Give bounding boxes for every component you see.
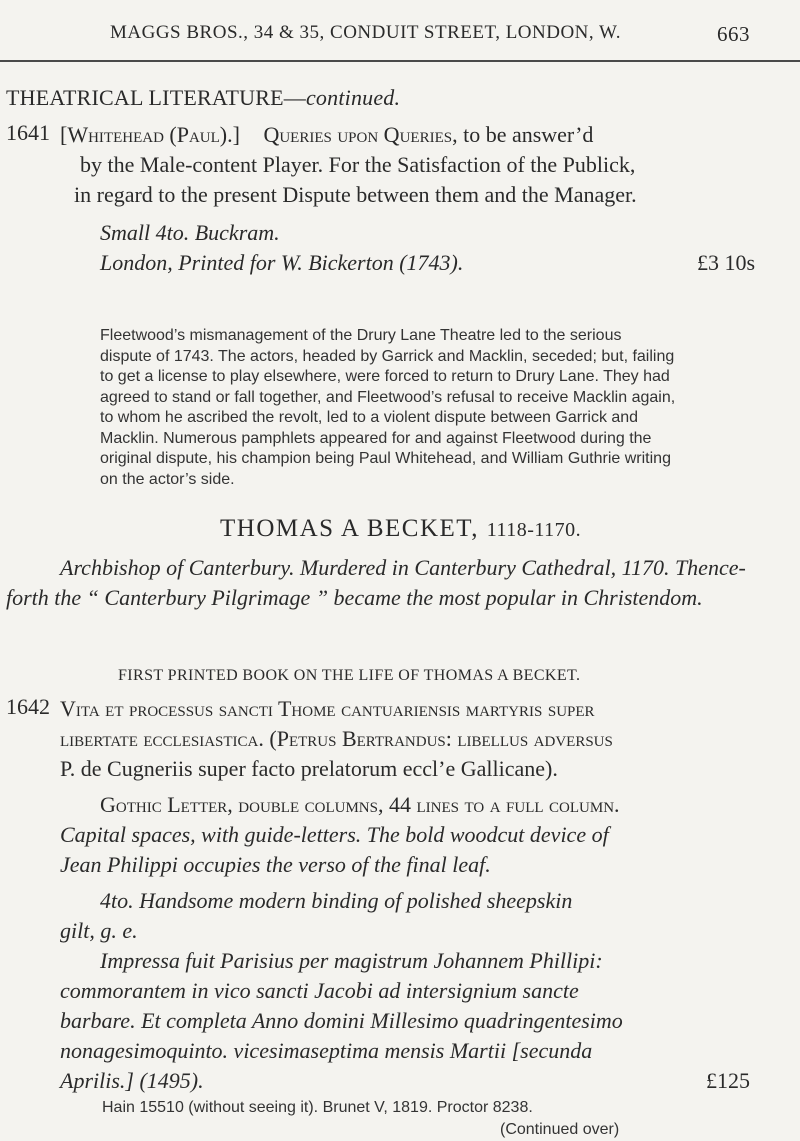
lot-1641-line-1 bbox=[60, 120, 750, 150]
note-line: on the actor’s side. bbox=[100, 470, 235, 488]
lot-number-1642: 1642 bbox=[6, 694, 50, 719]
lot-1642-line: Capital spaces, with guide-letters. The bold woodcut device of bbox=[60, 822, 609, 847]
lot-1641-imprint: London, Printed for W. Bickerton (1743). bbox=[100, 250, 464, 275]
lot-1642-price: £125 bbox=[706, 1068, 750, 1093]
running-head bbox=[110, 22, 750, 50]
lot-1642-line: libertate ecclesiastica. (Petrus Bertrandus: libellus adversus bbox=[60, 726, 613, 751]
lot-1642-imprint-line bbox=[60, 1066, 750, 1096]
note-line: Macklin. Numerous pamphlets appeared for and against Fleetwood during the bbox=[100, 429, 652, 447]
note-line: original dispute, his champion being Paul Whitehead, and William Guthrie writing bbox=[100, 450, 671, 467]
lot-1642-line: Impressa fuit Parisius per magistrum Johannem Phillipi: bbox=[100, 948, 603, 973]
lot-1642-line: Vita et processus sancti Thome cantuariensis martyris super bbox=[60, 696, 595, 721]
section-title: THEATRICAL LITERATURE— bbox=[6, 85, 306, 110]
topic-dates: 1118-1170. bbox=[486, 519, 582, 541]
section-heading bbox=[6, 85, 400, 111]
topic-description-2: forth the “ Canterbury Pilgrimage ” became the most popular in Christendom. bbox=[6, 585, 703, 610]
lot-1642-line: Jean Philippi occupies the verso of the final leaf. bbox=[60, 852, 491, 877]
page-number: 663 bbox=[717, 22, 750, 46]
lot-1642-line: Gothic Letter, double columns, 44 lines to a full column. bbox=[100, 792, 620, 817]
lot-1642-line: gilt, g. e. bbox=[60, 918, 138, 943]
lot-1641-price: £3 10s bbox=[696, 250, 755, 275]
lot-1642-references: Hain 15510 (without seeing it). Brunet V, 1819. Proctor 8238. bbox=[102, 1099, 533, 1116]
header-rule bbox=[0, 60, 800, 62]
lot-1641-title-lead: Queries upon Queries, bbox=[263, 122, 458, 147]
lot-1642-line: Aprilis.] (1495). bbox=[60, 1068, 204, 1093]
topic-description-1: Archbishop of Canterbury. Murdered in Canterbury Cathedral, 1170. Thence- bbox=[60, 555, 746, 580]
note-line: agreed to stand or fall together, and Fleetwood’s refusal to receive Macklin again, bbox=[100, 388, 676, 406]
lot-1641-imprint-line bbox=[100, 248, 755, 278]
lot-1642-line: P. de Cugneriis super facto prelatorum eccl’e Gallicane). bbox=[60, 756, 558, 781]
lot-1641-line-3: in regard to the present Dispute between them and the Manager. bbox=[74, 182, 637, 207]
note-line: Fleetwood’s mismanagement of the Drury Lane Theatre led to the serious bbox=[100, 327, 622, 344]
lot-1642-line: 4to. Handsome modern binding of polished sheepskin bbox=[100, 888, 573, 913]
lot-1642-line: barbare. Et completa Anno domini Millesimo quadringentesimo bbox=[60, 1008, 623, 1033]
topic-heading bbox=[220, 515, 581, 543]
lot-1642-line: nonagesimoquinto. vicesimaseptima mensis Martii [secunda bbox=[60, 1038, 593, 1063]
topic-name: THOMAS A BECKET, bbox=[220, 515, 479, 542]
section-continued: continued. bbox=[305, 85, 401, 110]
lot-1641-entry bbox=[60, 120, 755, 278]
lot-number-1641: 1641 bbox=[6, 120, 50, 145]
note-line: to get a license to play elsewhere, were forced to return to Drury Lane. They had bbox=[100, 368, 670, 385]
lot-1641-format: Small 4to. Buckram. bbox=[100, 220, 280, 245]
publisher-address: MAGGS BROS., 34 & 35, CONDUIT STREET, LONDON, W. bbox=[110, 22, 621, 43]
lot-1641-title-rest: to be answer’d bbox=[463, 122, 594, 147]
continued-over: (Continued over) bbox=[500, 1121, 620, 1138]
lot-1642-heading: FIRST PRINTED BOOK ON THE LIFE OF THOMAS A BECKET. bbox=[118, 667, 581, 684]
note-line: to whom he ascribed the revolt, led to a violent dispute between Garrick and bbox=[100, 409, 639, 426]
note-line: dispute of 1743. The actors, headed by Garrick and Macklin, seceded; but, failing bbox=[100, 347, 675, 365]
lot-1641-note bbox=[100, 326, 740, 490]
lot-1642-entry bbox=[60, 694, 750, 1096]
lot-1641-author: [Whitehead (Paul).] bbox=[60, 122, 240, 147]
lot-1642-line: commorantem in vico sancti Jacobi ad intersignium sancte bbox=[60, 978, 579, 1003]
lot-1641-line-2: by the Male-content Player. For the Satisfaction of the Publick, bbox=[80, 152, 636, 177]
